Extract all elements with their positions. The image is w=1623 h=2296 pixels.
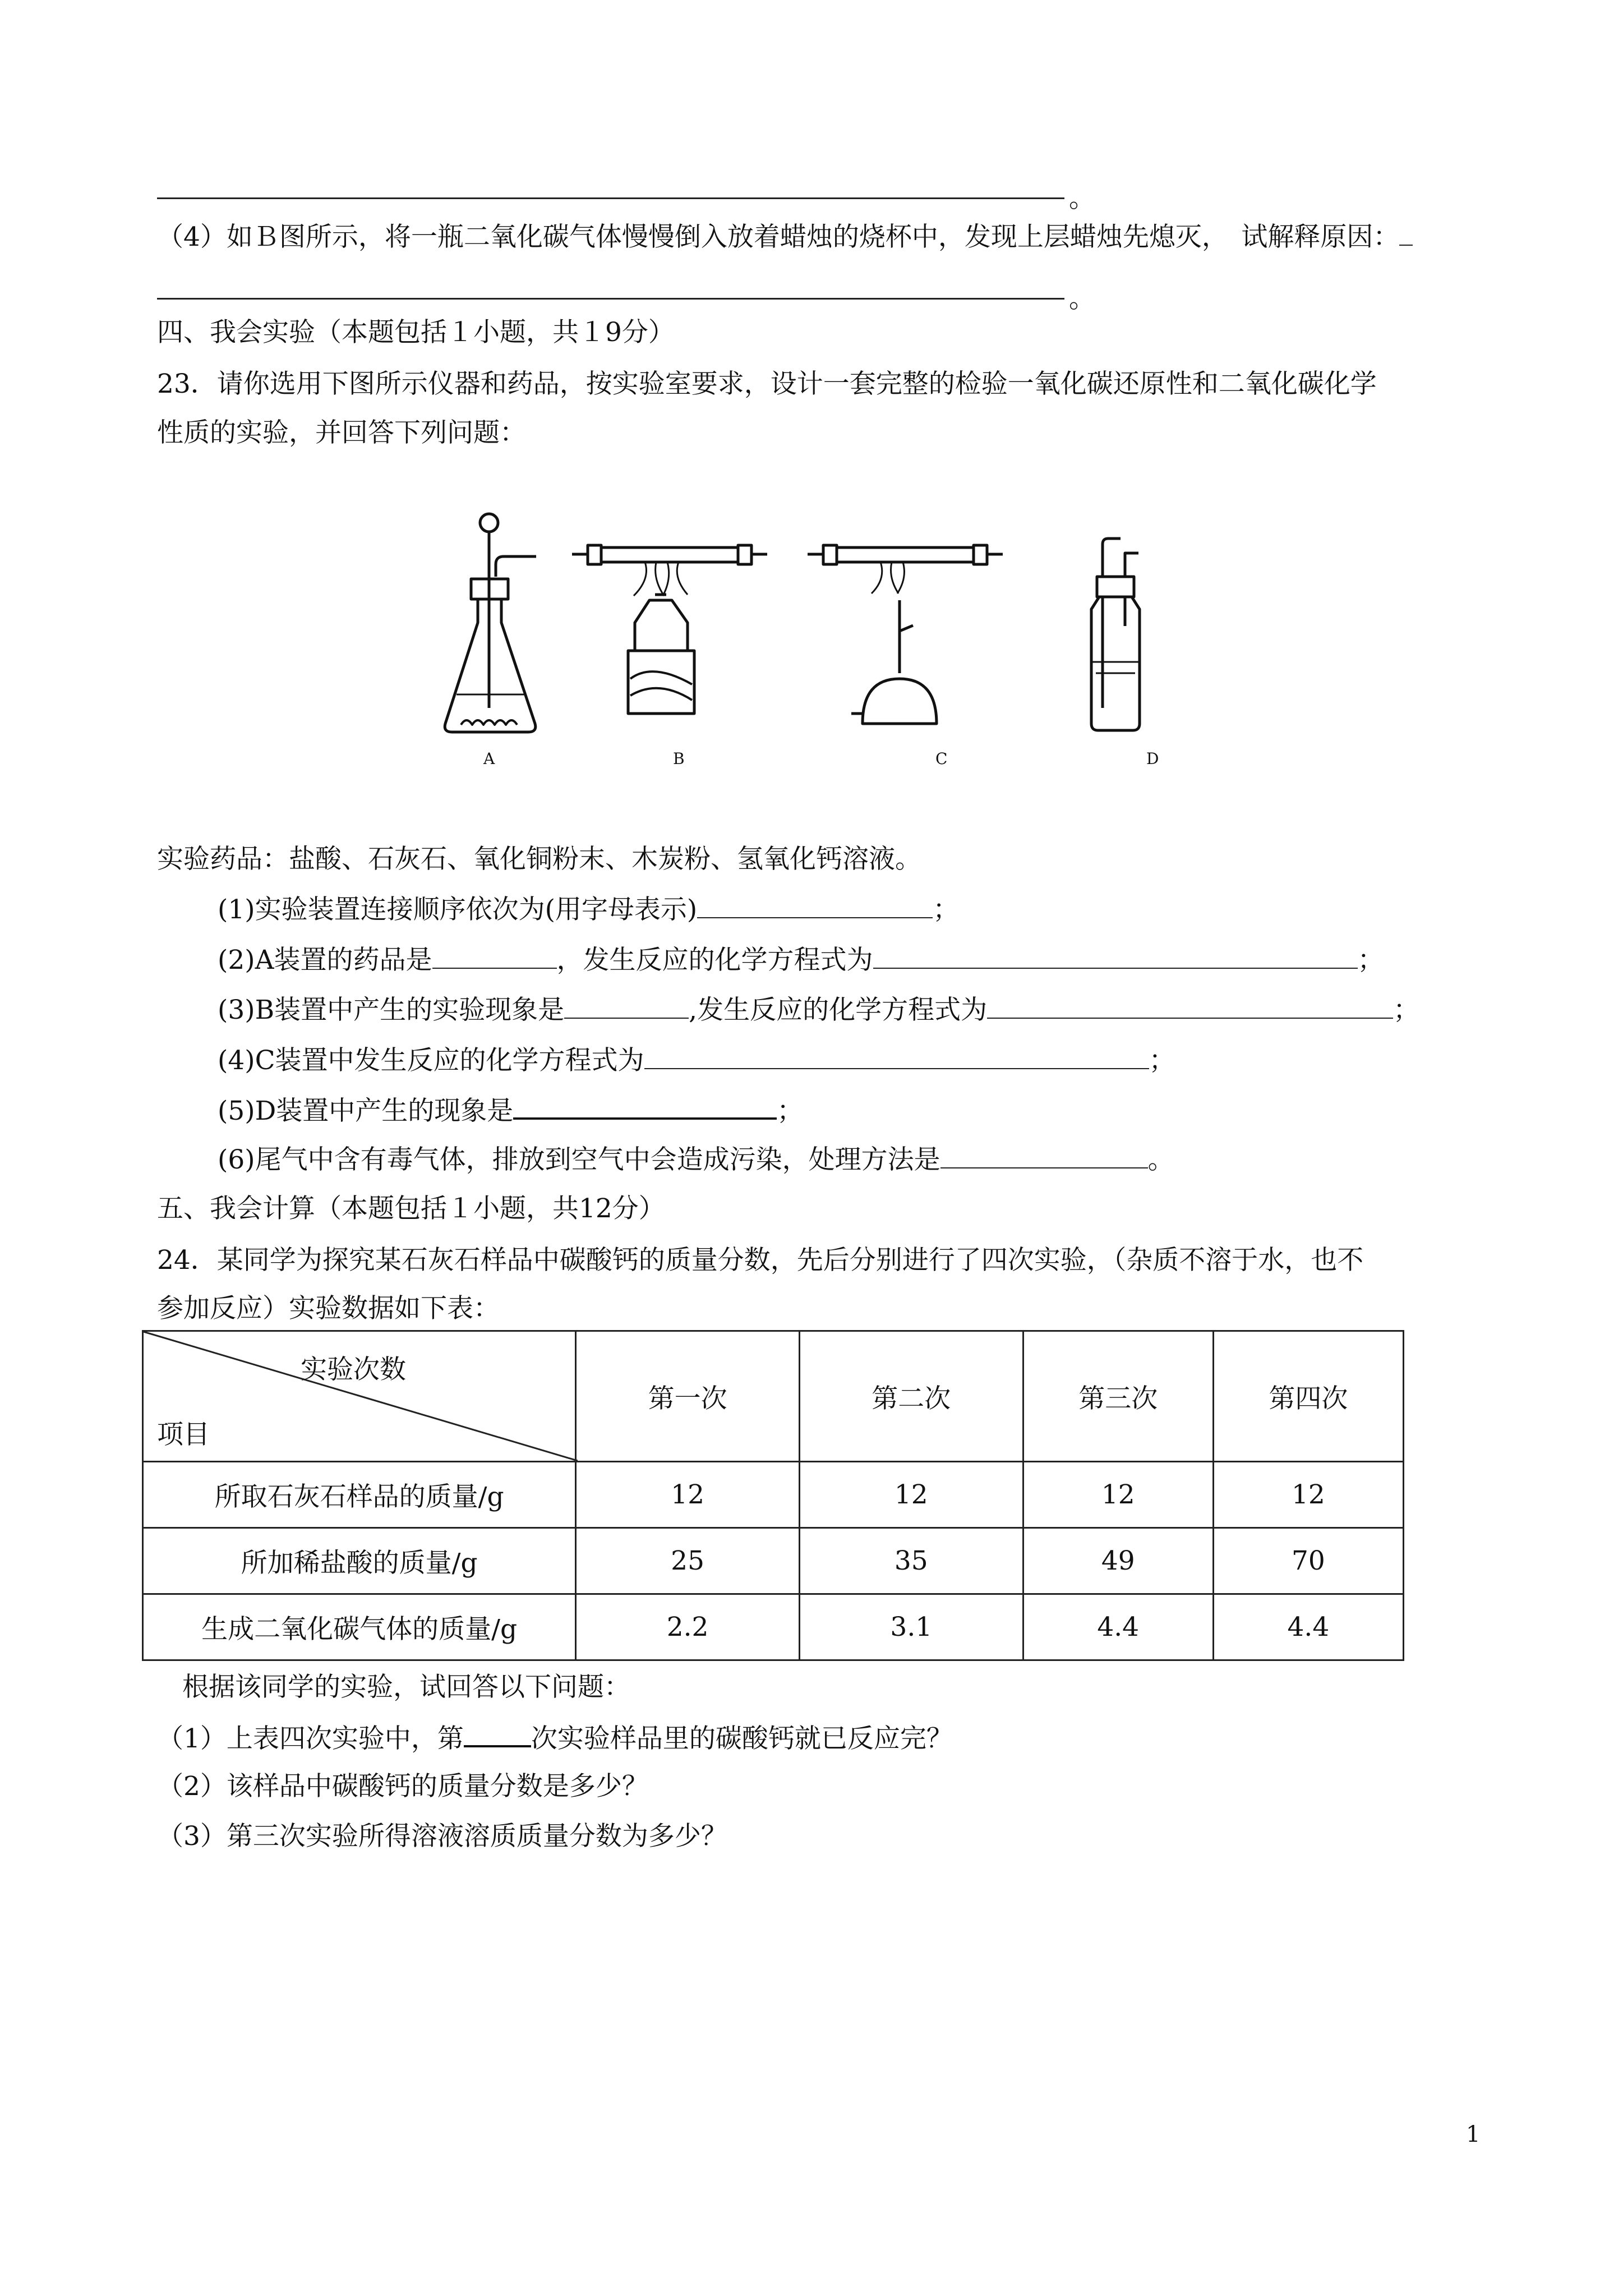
question-24-line-2: 参加反应）实验数据如下表： (157, 1293, 500, 1324)
item-end: ； (1149, 1045, 1175, 1076)
table-cell: 2.2 (576, 1594, 800, 1660)
section-4-heading: 四、我会实验（本题包括１小题，共１9分） (157, 317, 675, 348)
table-cell: 49 (1023, 1528, 1213, 1594)
item-end: ； (1393, 995, 1420, 1025)
row-label: 所加稀盐酸的质量/g (143, 1528, 576, 1594)
table-cell: 25 (576, 1528, 800, 1594)
answer-blank[interactable] (564, 993, 689, 1019)
page-number: 1 (1466, 2122, 1481, 2147)
table-cell: 70 (1213, 1528, 1403, 1594)
column-header: 第一次 (576, 1331, 800, 1462)
corner-top-label: 实验次数 (301, 1354, 406, 1385)
table-row (143, 1594, 1404, 1660)
item-text: (5)D装置中产生的现象是 (218, 1096, 514, 1126)
table-cell: 12 (799, 1462, 1023, 1528)
answer-blank[interactable] (940, 1143, 1148, 1168)
question-23-line-1: 23．请你选用下图所示仪器和药品，按实验室要求，设计一套完整的检验一氧化碳还原性和二氧化碳化学 (157, 369, 1377, 399)
column-header: 第三次 (1023, 1331, 1213, 1462)
answer-line[interactable] (157, 298, 1064, 300)
answer-blank[interactable] (987, 993, 1393, 1019)
answer-line[interactable] (157, 197, 1064, 199)
table-row (143, 1462, 1404, 1528)
item-2 (218, 943, 1384, 977)
corner-bottom-label: 项目 (157, 1419, 210, 1450)
experiment-data-table (142, 1330, 1404, 1661)
question-text: （4）如Ｂ图所示，将一瓶二氧化碳气体慢慢倒入放着蜡烛的烧杯中，发现上层蜡烛先熄灭， 试解释原因： (157, 222, 1400, 252)
apparatus-c-tube-burner (808, 545, 1003, 724)
table-cell: 12 (1213, 1462, 1403, 1528)
item-end: ； (933, 894, 960, 925)
table-corner-cell (143, 1331, 576, 1462)
question-22-part-4 (157, 220, 1413, 254)
item-text: ,发生反应的化学方程式为 (689, 995, 988, 1025)
item-text: (1)实验装置连接顺序依次为(用字母表示) (218, 894, 698, 925)
table-cell: 12 (576, 1462, 800, 1528)
figure-label-d: D (1146, 749, 1159, 768)
answer-blank[interactable] (432, 943, 557, 969)
item-text: (2)A装置的药品是 (218, 945, 432, 976)
item-end: ； (777, 1096, 804, 1126)
end-mark: 。 (1069, 283, 1095, 314)
q24-intro: 根据该同学的实验，试回答以下问题： (182, 1672, 630, 1703)
item-text: (3)B装置中产生的实验现象是 (218, 995, 565, 1025)
item-6 (218, 1143, 1174, 1177)
item-text: ，发生反应的化学方程式为 (556, 945, 873, 976)
answer-blank[interactable] (513, 1093, 777, 1120)
question-24-line-1: 24．某同学为探究某石灰石样品中碳酸钙的质量分数，先后分别进行了四次实验，（杂质不溶于水，也不 (157, 1245, 1364, 1276)
item-end: 。 (1147, 1144, 1174, 1175)
answer-blank[interactable] (464, 1720, 531, 1747)
column-header: 第二次 (799, 1331, 1023, 1462)
table-cell: 3.1 (799, 1594, 1023, 1660)
answer-blank[interactable] (644, 1043, 1149, 1069)
table-row (143, 1528, 1404, 1594)
table-cell: 4.4 (1023, 1594, 1213, 1660)
item-text: (4)C装置中发生反应的化学方程式为 (218, 1045, 644, 1076)
column-header: 第四次 (1213, 1331, 1403, 1462)
item-4 (218, 1043, 1175, 1078)
end-mark: 。 (1069, 183, 1095, 214)
item-5 (218, 1093, 803, 1128)
figure-label-b: B (673, 749, 685, 768)
table-cell: 12 (1023, 1462, 1213, 1528)
item-1 (218, 892, 959, 927)
figure-label-c: C (935, 749, 948, 768)
answer-blank[interactable] (697, 892, 933, 918)
apparatus-a-flask (445, 514, 536, 732)
question-text: （1）上表四次实验中，第 (157, 1723, 464, 1754)
row-label: 所取石灰石样品的质量/g (143, 1462, 576, 1528)
table-cell: 35 (799, 1528, 1023, 1594)
table-cell: 4.4 (1213, 1594, 1403, 1660)
item-text: (6)尾气中含有毒气体，排放到空气中会造成污染，处理方法是 (218, 1144, 940, 1175)
question-23-line-2: 性质的实验，并回答下列问题： (157, 417, 526, 448)
apparatus-d-bottle (1091, 539, 1140, 730)
q24-question-3: （3）第三次实验所得溶液溶质质量分数为多少？ (157, 1821, 727, 1852)
item-end: ； (1357, 945, 1384, 976)
figure-label-a: A (483, 749, 495, 768)
apparatus-b-tube-lamp (572, 545, 767, 714)
q24-question-2: （2）该样品中碳酸钙的质量分数是多少？ (157, 1771, 648, 1802)
table-header-row (143, 1331, 1404, 1462)
reagents-line: 实验药品：盐酸、石灰石、氧化铜粉末、木炭粉、氢氧化钙溶液。 (157, 844, 921, 875)
q24-question-1 (157, 1720, 953, 1756)
question-text: 次实验样品里的碳酸钙就已反应完？ (531, 1723, 953, 1754)
answer-blank[interactable] (1399, 220, 1413, 246)
answer-blank[interactable] (873, 943, 1358, 969)
apparatus-figure (437, 510, 1211, 780)
section-5-heading: 五、我会计算（本题包括１小题，共12分） (157, 1193, 665, 1224)
row-label: 生成二氧化碳气体的质量/g (143, 1594, 576, 1660)
item-3 (218, 993, 1419, 1027)
